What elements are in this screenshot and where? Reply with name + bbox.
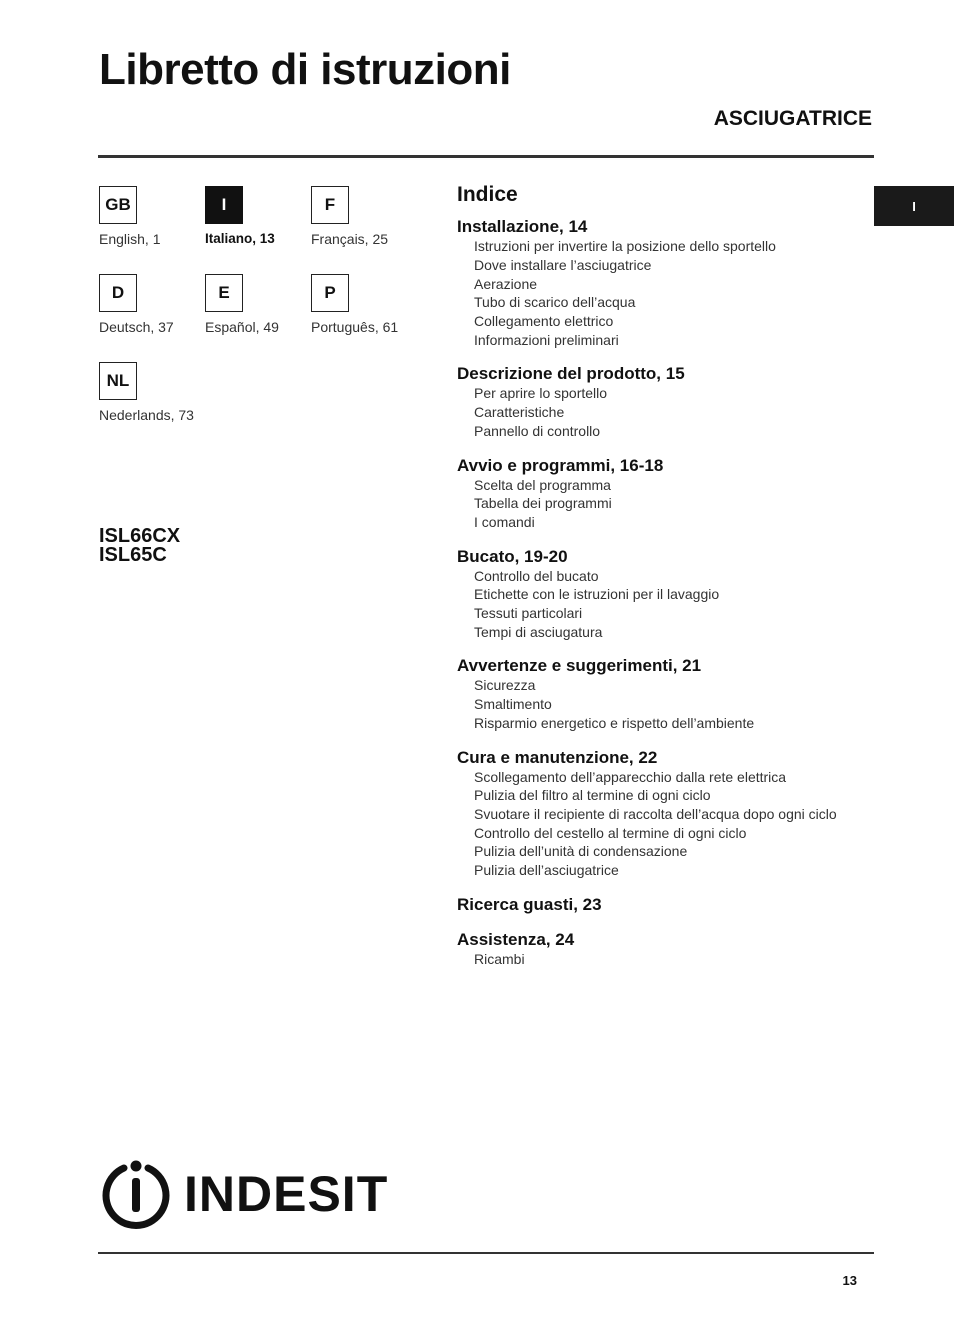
toc-item: Sicurezza [474,677,536,694]
language-entry-nl[interactable] [99,362,209,423]
toc-section-cura [457,748,887,880]
bottom-divider [98,1252,874,1254]
indesit-logo-icon [100,1158,172,1230]
toc-section-descrizione [457,364,887,440]
language-label: English, 1 [99,231,161,247]
toc-item: Pulizia dell’unità di condensazione [474,843,688,860]
brand-logo [100,1158,388,1230]
toc-item: Dove installare l’asciugatrice [474,256,652,273]
toc-item: I comandi [474,513,535,530]
side-tab-label: I [912,198,916,214]
toc-section-installazione [457,217,887,349]
toc-section-bucato [457,547,887,642]
toc-item: Scelta del programma [474,476,611,493]
toc-item: Tessuti particolari [474,605,583,622]
language-code-box: GB [99,186,137,224]
language-label: Français, 25 [311,231,389,247]
toc-item: Istruzioni per invertire la posizione dello sportello [474,238,776,255]
language-code-box: F [311,186,349,224]
language-label: Deutsch, 37 [99,319,174,335]
product-type: ASCIUGATRICE [713,107,872,130]
model-name: ISL66CX [99,525,181,547]
toc-item: Smaltimento [474,696,552,713]
language-code-box: D [99,274,137,312]
model-list [99,527,180,565]
model-name: ISL65C [99,544,167,566]
page-number: 13 [842,1273,857,1288]
toc-item: Collegamento elettrico [474,313,614,329]
language-code-box: P [311,274,349,312]
language-entry-fr[interactable] [311,186,421,247]
language-label: Nederlands, 73 [99,407,194,423]
language-label: Italiano, 13 [205,231,275,246]
toc-item: Tubo di scarico dell’acqua [474,294,636,311]
toc-section-heading: Avvio e programmi, 16-18 [457,455,664,475]
toc-section-assistenza [457,930,887,969]
toc-item: Pulizia del filtro al termine di ogni ciclo [474,787,711,804]
language-entry-de[interactable] [99,274,209,335]
toc-section-heading: Assistenza, 24 [457,929,575,949]
toc-section-heading: Ricerca guasti, 23 [457,894,602,914]
toc-item: Ricambi [474,950,525,967]
toc-section-heading: Descrizione del prodotto, 15 [457,364,685,384]
toc-section-avvio [457,456,887,532]
toc-item: Scollegamento dell’apparecchio dalla rete elettrica [474,768,787,785]
toc-item: Risparmio energetico e rispetto dell’ambiente [474,714,755,731]
toc-item: Controllo del bucato [474,567,599,584]
toc-item: Pulizia dell’asciugatrice [474,862,619,879]
top-divider [98,155,874,158]
brand-wordmark: INDESIT [184,1166,389,1222]
toc-section-avvertenze [457,656,887,732]
language-label: Português, 61 [311,319,399,335]
toc-item: Pannello di controllo [474,422,601,439]
toc-item: Etichette con le istruzioni per il lavaggio [474,586,720,603]
toc-section-heading: Avvertenze e suggerimenti, 21 [457,656,702,676]
language-entry-gb[interactable] [99,186,209,247]
toc-item: Per aprire lo sportello [474,385,608,402]
language-entry-es[interactable] [205,274,315,335]
toc-item: Caratteristiche [474,404,565,421]
language-code-box: I [205,186,243,224]
toc-item: Controllo del cestello al termine di ogni ciclo [474,824,747,841]
language-entry-pt[interactable] [311,274,421,335]
toc-title: Indice [457,183,518,206]
language-code-box: E [205,274,243,312]
table-of-contents [457,182,887,983]
toc-section-heading: Cura e manutenzione, 22 [457,747,658,767]
toc-section-heading: Installazione, 14 [457,217,588,237]
toc-item: Tempi di asciugatura [474,623,603,640]
language-entry-it[interactable] [205,186,315,246]
toc-item: Tabella dei programmi [474,495,612,512]
language-code-box: NL [99,362,137,400]
toc-section-ricerca-guasti [457,895,887,915]
toc-section-heading: Bucato, 19-20 [457,546,568,566]
toc-item: Aerazione [474,275,538,292]
toc-item: Svuotare il recipiente di raccolta dell’acqua dopo ogni ciclo [474,805,837,822]
toc-item: Informazioni preliminari [474,331,619,348]
page-title: Libretto di istruzioni [99,45,511,94]
language-label: Español, 49 [205,319,279,335]
